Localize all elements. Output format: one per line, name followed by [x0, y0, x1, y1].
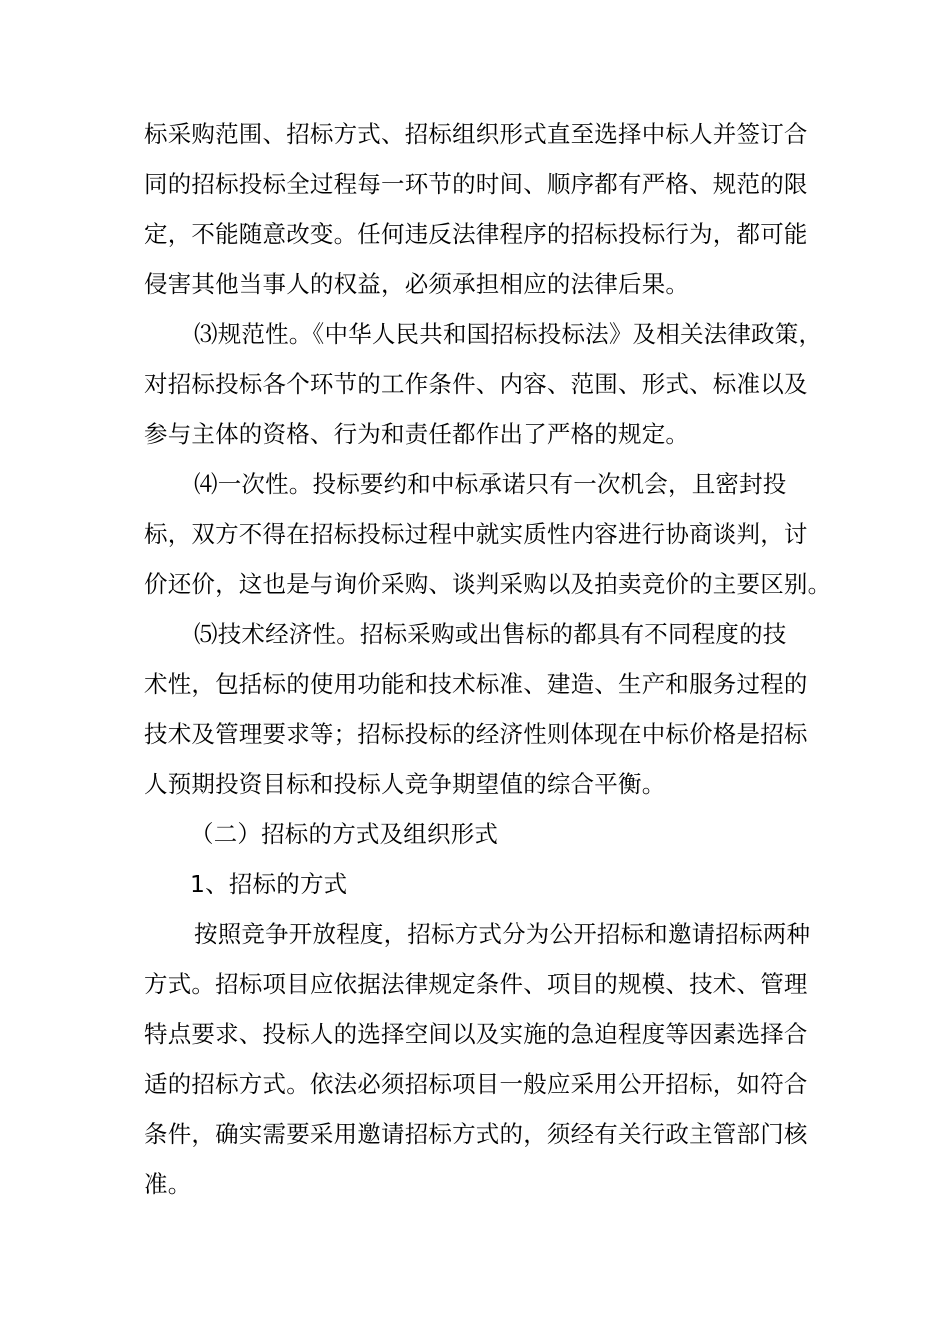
paragraph-tender-methods-start: 按照竞争开放程度，招标方式分为公开招标和邀请招标两种 — [194, 920, 811, 948]
text-line: 价还价，这也是与询价采购、谈判采购以及拍卖竞价的主要区别。 — [144, 570, 832, 598]
text-line: 同的招标投标全过程每一环节的时间、顺序都有严格、规范的限 — [144, 170, 808, 198]
text-line: 方式。招标项目应依据法律规定条件、项目的规模、技术、管理 — [144, 970, 808, 998]
text-line: 对招标投标各个环节的工作条件、内容、范围、形式、标准以及 — [144, 370, 808, 398]
text-line: 术性，包括标的使用功能和技术标准、建造、生产和服务过程的 — [144, 670, 808, 698]
text-line: 特点要求、投标人的选择空间以及实施的急迫程度等因素选择合 — [144, 1020, 808, 1048]
subsection-heading: 1、招标的方式 — [190, 870, 348, 898]
text-line: 侵害其他当事人的权益，必须承担相应的法律后果。 — [144, 270, 690, 298]
text-line: 人预期投资目标和投标人竞争期望值的综合平衡。 — [144, 770, 666, 798]
text-line: 技术及管理要求等；招标投标的经济性则体现在中标价格是招标 — [144, 720, 808, 748]
section-heading: （二）招标的方式及组织形式 — [190, 820, 499, 848]
text-line: 准。 — [144, 1170, 192, 1198]
text-line: 参与主体的资格、行为和责任都作出了严格的规定。 — [144, 420, 690, 448]
text-line: 适的招标方式。依法必须招标项目一般应采用公开招标，如符合 — [144, 1070, 808, 1098]
text-line: 定，不能随意改变。任何违反法律程序的招标投标行为，都可能 — [144, 220, 808, 248]
text-line: 标，双方不得在招标投标过程中就实质性内容进行协商谈判，讨 — [144, 520, 808, 548]
text-line: 标采购范围、招标方式、招标组织形式直至选择中标人并签订合 — [144, 120, 808, 148]
paragraph-one-time-start: ⑷一次性。投标要约和中标承诺只有一次机会，且密封投 — [194, 470, 787, 498]
paragraph-technical-economic-start: ⑸技术经济性。招标采购或出售标的都具有不同程度的技 — [194, 620, 787, 648]
paragraph-normativity-start: ⑶规范性。《中华人民共和国招标投标法》及相关法律政策， — [194, 320, 823, 348]
text-line: 条件，确实需要采用邀请招标方式的，须经有关行政主管部门核 — [144, 1120, 808, 1148]
